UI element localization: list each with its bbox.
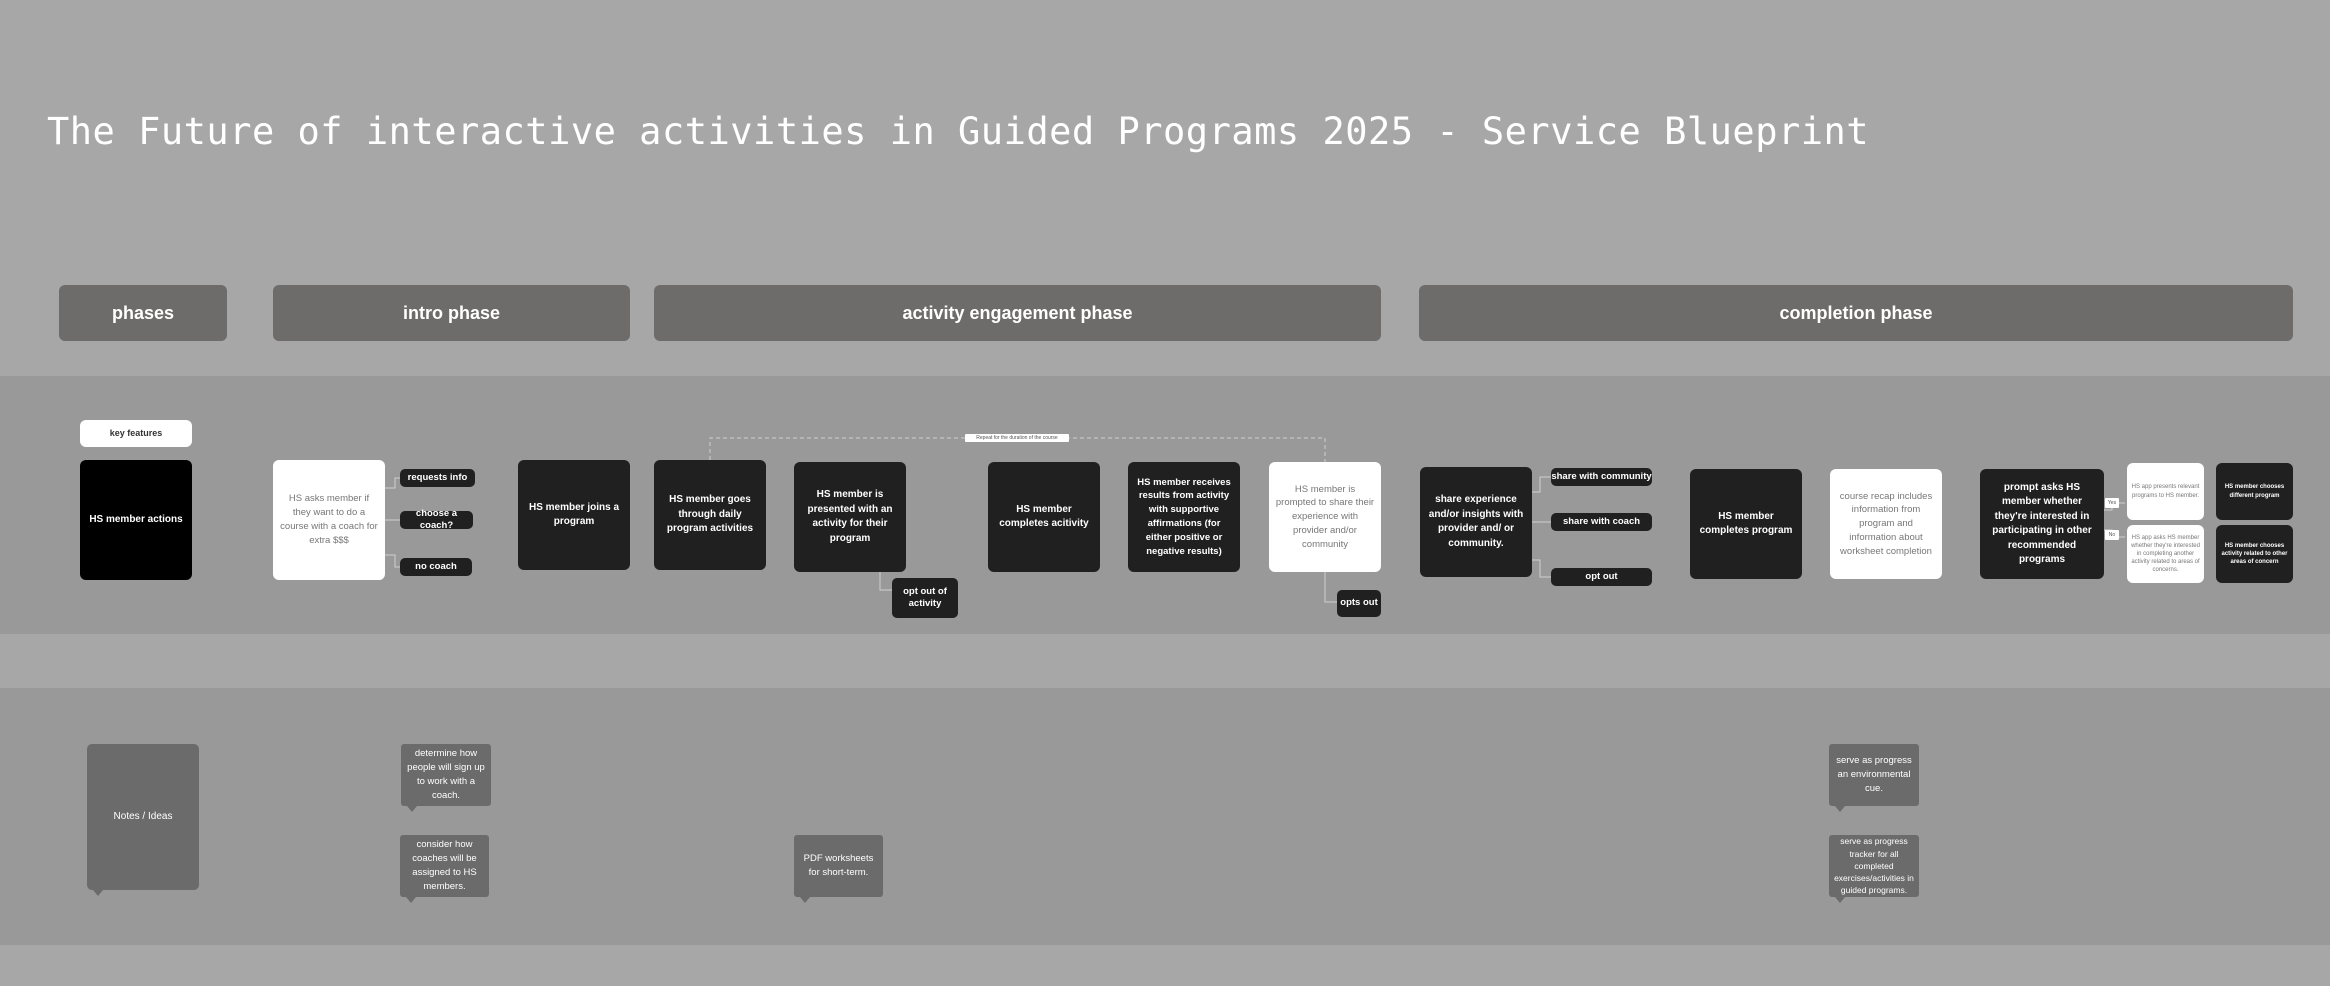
yes-label: Yes: [2105, 498, 2119, 508]
prompt-interested-card: prompt asks HS member whether they're interested in participating in other recommended programs: [1980, 469, 2104, 579]
connector-opts-out: [1325, 572, 1337, 602]
hs-member-actions-label: HS member actions: [80, 460, 192, 580]
no-coach-option: no coach: [400, 558, 472, 576]
share-experience-card: share experience and/or insights with provider and/ or community.: [1420, 467, 1532, 577]
choose-coach-option: choose a coach?: [400, 511, 473, 529]
note-pdf-worksheets: PDF worksheets for short-term.: [794, 835, 883, 897]
course-recap-card: course recap includes information from program and information about worksheet completion: [1830, 469, 1942, 579]
note-coach-assignment: consider how coaches will be assigned to HS members.: [400, 835, 489, 897]
app-asks-card: HS app asks HS member whether they're interested in completing another activity related to areas of concerns.: [2127, 525, 2204, 583]
connector-share-community: [1532, 477, 1551, 492]
no-label: No: [2105, 530, 2119, 540]
connector-requests-info: [385, 478, 400, 488]
presented-activity-card: HS member is presented with an activity for their program: [794, 462, 906, 572]
coach-offer-card: HS asks member if they want to do a course with a coach for extra $$$: [273, 460, 385, 580]
note-coach-signup: determine how people will sign up to work with a coach.: [401, 744, 491, 806]
completes-activity-card: HS member completes acitivity: [988, 462, 1100, 572]
notes-ideas-label: Notes / Ideas: [87, 744, 199, 890]
daily-activities-card: HS member goes through daily program activities: [654, 460, 766, 570]
key-features-label: key features: [80, 420, 192, 447]
repeat-note: Repeat for the duration of the course: [965, 434, 1069, 442]
intro-phase-header: intro phase: [273, 285, 630, 341]
chooses-activity-card: HS member chooses activity related to other areas of concern: [2216, 525, 2293, 583]
joins-program-card: HS member joins a program: [518, 460, 630, 570]
connector-opt-out: [1532, 560, 1551, 577]
note-progress-tracker: serve as progress tracker for all completed exercises/activities in guided programs.: [1829, 835, 1919, 897]
share-coach-option: share with coach: [1551, 513, 1652, 531]
completion-phase-header: completion phase: [1419, 285, 2293, 341]
prompted-share-card: HS member is prompted to share their experience with provider and/or community: [1269, 462, 1381, 572]
opt-out-activity-option: opt out of activity: [892, 578, 958, 618]
phases-header: phases: [59, 285, 227, 341]
chooses-program-card: HS member chooses different program: [2216, 463, 2293, 520]
connector-no-coach: [385, 555, 400, 567]
opts-out-option: opts out: [1337, 590, 1381, 617]
activity-phase-header: activity engagement phase: [654, 285, 1381, 341]
page-title: The Future of interactive activities in Guided Programs 2025 - Service Blueprint: [47, 110, 1870, 153]
share-community-option: share with community: [1551, 468, 1652, 486]
note-environmental-cue: serve as progress an environmental cue.: [1829, 744, 1919, 806]
completes-program-card: HS member completes program: [1690, 469, 1802, 579]
receives-results-card: HS member receives results from activity with supportive affirmations (for either positive or negative results): [1128, 462, 1240, 572]
opt-out-option: opt out: [1551, 568, 1652, 586]
requests-info-option: requests info: [400, 469, 475, 487]
app-presents-card: HS app presents relevant programs to HS member.: [2127, 463, 2204, 520]
